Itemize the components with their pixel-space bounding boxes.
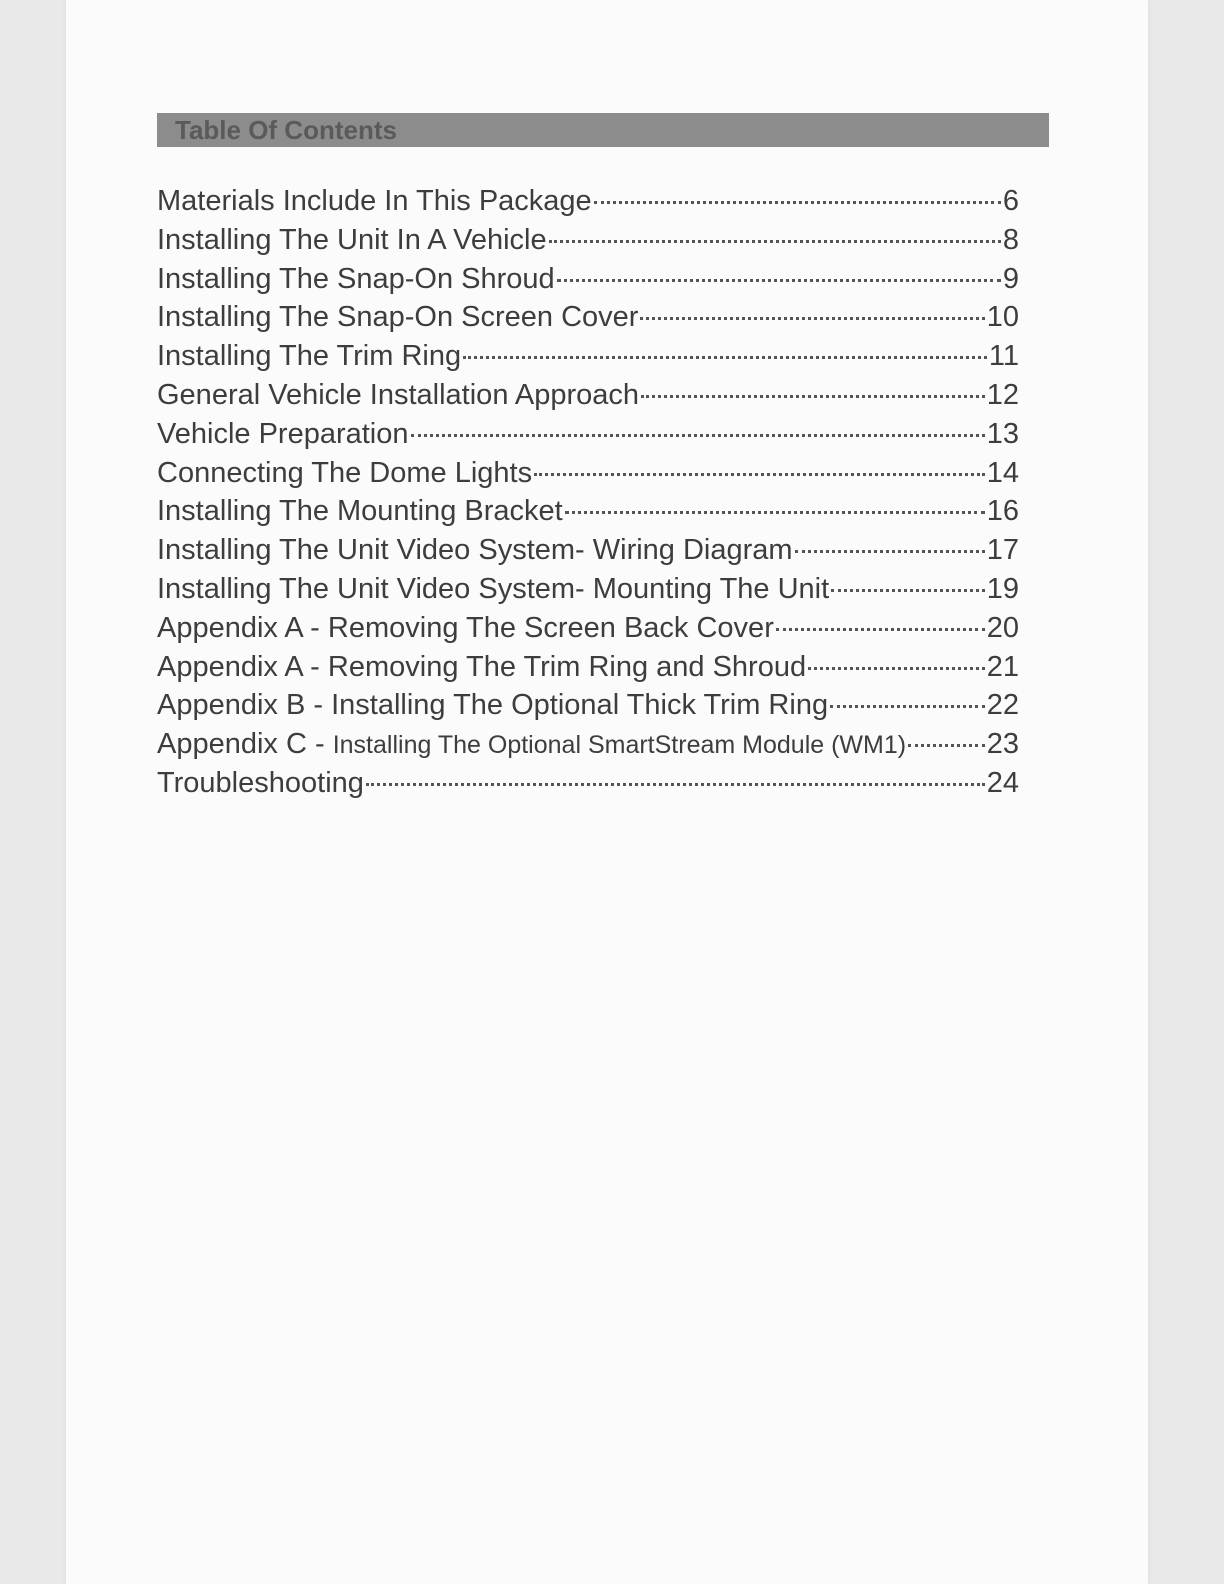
- toc-entry[interactable]: [157, 379, 1019, 418]
- toc-entry-title: Installing The Snap-On Screen Cover: [157, 301, 639, 334]
- toc-entry[interactable]: [157, 263, 1019, 302]
- toc-page-number: 19: [986, 572, 1019, 605]
- toc-page-number: 10: [986, 301, 1019, 334]
- toc-entry[interactable]: [157, 689, 1019, 728]
- toc-entry-title: Appendix A - Removing The Screen Back Cover: [157, 611, 774, 644]
- toc-header-bar: [157, 113, 1049, 147]
- toc-leader-dots: [594, 201, 1001, 204]
- toc-page-number: 11: [988, 340, 1019, 373]
- toc-page-number: 20: [986, 611, 1019, 644]
- toc-entry[interactable]: [157, 573, 1019, 612]
- toc-leader-dots: [411, 434, 985, 437]
- toc-leader-dots: [795, 550, 985, 553]
- toc-entry[interactable]: [157, 651, 1019, 690]
- toc-entry[interactable]: [157, 495, 1019, 534]
- toc-leader-dots: [557, 279, 1001, 282]
- toc-leader-dots: [831, 589, 985, 592]
- toc-leader-dots: [463, 356, 987, 359]
- toc-entry-title-rest: Installing The Optional SmartStream Module (WM1): [332, 731, 907, 760]
- toc-page-number: 21: [986, 650, 1019, 683]
- toc-entry[interactable]: [157, 224, 1019, 263]
- toc-entry[interactable]: [157, 301, 1019, 340]
- toc-entry-title: Installing The Unit Video System- Wiring Diagram: [157, 534, 793, 567]
- toc-page-number: 13: [986, 417, 1019, 450]
- toc-page-number: 22: [986, 689, 1019, 722]
- toc-list: [157, 185, 1019, 806]
- toc-entry-title: Installing The Unit Video System- Mounting The Unit: [157, 572, 830, 605]
- toc-page-number: 12: [986, 378, 1019, 411]
- toc-entry-title: Installing The Snap-On Shroud: [157, 262, 555, 295]
- toc-page-number: 14: [986, 456, 1019, 489]
- toc-leader-dots: [808, 667, 985, 670]
- toc-leader-dots: [549, 240, 1001, 243]
- toc-entry[interactable]: [157, 612, 1019, 651]
- toc-entry[interactable]: [157, 728, 1019, 767]
- toc-page-number: 8: [1002, 223, 1019, 256]
- toc-page-number: 23: [986, 728, 1019, 761]
- toc-entry-title: Installing The Unit In A Vehicle: [157, 223, 547, 256]
- toc-entry[interactable]: [157, 185, 1019, 224]
- toc-leader-dots: [534, 473, 985, 476]
- toc-entry-title: Installing The Mounting Bracket: [157, 495, 563, 528]
- toc-page-number: 16: [986, 495, 1019, 528]
- toc-leader-dots: [565, 511, 985, 514]
- toc-entry[interactable]: [157, 418, 1019, 457]
- toc-entry-title: Connecting The Dome Lights: [157, 456, 533, 489]
- toc-entry[interactable]: [157, 340, 1019, 379]
- toc-page-number: 9: [1002, 262, 1019, 295]
- toc-leader-dots: [830, 705, 985, 708]
- toc-entry-title: Materials Include In This Package: [157, 185, 592, 217]
- toc-entry[interactable]: [157, 767, 1019, 806]
- toc-entry-title: General Vehicle Installation Approach: [157, 378, 640, 411]
- toc-page-number: 6: [1002, 185, 1019, 217]
- toc-entry[interactable]: [157, 534, 1019, 573]
- toc-page-number: 17: [986, 534, 1019, 567]
- toc-entry-title: Installing The Trim Ring: [157, 340, 462, 373]
- toc-page-number: 24: [986, 766, 1019, 799]
- toc-entry-title: Appendix A - Removing The Trim Ring and Shroud: [157, 650, 807, 683]
- toc-leader-dots: [908, 744, 985, 747]
- toc-entry-title-prefix: Appendix C -: [157, 728, 333, 761]
- toc-entry-title: Appendix B - Installing The Optional Thick Trim Ring: [157, 689, 829, 722]
- toc-leader-dots: [776, 628, 985, 631]
- toc-leader-dots: [641, 395, 985, 398]
- toc-entry-title: Troubleshooting: [157, 766, 364, 799]
- toc-leader-dots: [640, 317, 984, 320]
- toc-entry[interactable]: [157, 457, 1019, 496]
- toc-entry-title: Vehicle Preparation: [157, 417, 409, 450]
- toc-leader-dots: [366, 783, 985, 786]
- toc-entry-title: [157, 728, 906, 761]
- toc-heading: Table Of Contents: [175, 115, 397, 145]
